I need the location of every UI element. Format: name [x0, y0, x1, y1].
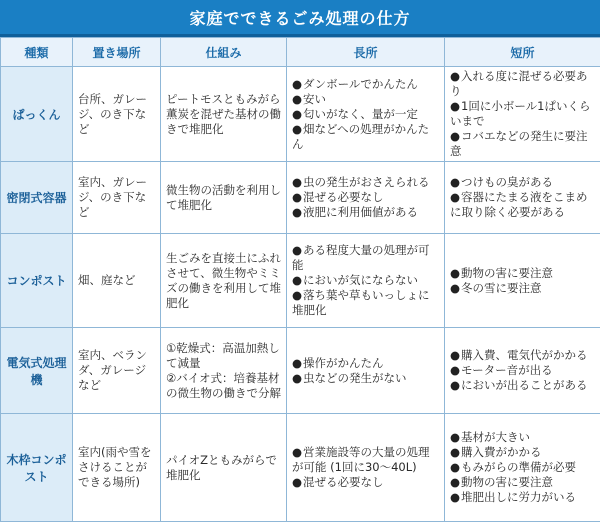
row-pros — [287, 162, 445, 234]
row-mechanism: ピートモスともみがら薫炭を混ぜた基材の働きで堆肥化 — [161, 67, 287, 162]
list-item: ●購入費がかかる — [450, 445, 595, 460]
list-item: ●においが気にならない — [292, 273, 439, 288]
row-place: 室内、ベランダ、ガレージなど — [73, 328, 161, 414]
header-type: 種類 — [1, 38, 73, 67]
row-type: 電気式処理機 — [1, 328, 73, 414]
header-mechanism: 仕組み — [161, 38, 287, 67]
list-item: ●コバエなどの発生に要注意 — [450, 129, 595, 159]
list-item: ●1回に小ボール1ぱいくらいまで — [450, 99, 595, 129]
row-pros — [287, 328, 445, 414]
list-item: ●液肥に利用価値がある — [292, 205, 439, 220]
header-place: 置き場所 — [73, 38, 161, 67]
table-row — [1, 328, 600, 414]
list-item: ●匂いがなく、量が一定 — [292, 107, 439, 122]
list-item: ●安い — [292, 92, 439, 107]
table-row — [1, 234, 600, 328]
row-cons — [445, 414, 600, 522]
list-item: ●もみがらの準備が必要 — [450, 460, 595, 475]
list-item: ●動物の害に要注意 — [450, 266, 595, 281]
table-row — [1, 67, 600, 162]
list-item: ●混ぜる必要なし — [292, 190, 439, 205]
mechanism-line: ②バイオ式：培養基材の微生物の働きで分解 — [166, 371, 281, 401]
mechanism-line: ①乾燥式：高温加熱して減量 — [166, 341, 281, 371]
header-pros: 長所 — [287, 38, 445, 67]
list-item: ●虫などの発生がない — [292, 371, 439, 386]
list-item: ●モーター音が出る — [450, 363, 595, 378]
row-place: 畑、庭など — [73, 234, 161, 328]
table-row — [1, 162, 600, 234]
list-item: ●購入費、電気代がかかる — [450, 348, 595, 363]
row-mechanism: 微生物の活動を利用して堆肥化 — [161, 162, 287, 234]
table-row — [1, 414, 600, 522]
list-item: ●冬の雪に要注意 — [450, 281, 595, 296]
row-type: ぱっくん — [1, 67, 73, 162]
row-place: 室内(雨や雪をさけることができる場所) — [73, 414, 161, 522]
row-pros — [287, 414, 445, 522]
list-item: ●営業施設等の大量の処理が可能 (1回に30〜40L) — [292, 445, 439, 475]
row-cons — [445, 67, 600, 162]
list-item: ●堆肥出しに労力がいる — [450, 490, 595, 505]
header-cons: 短所 — [445, 38, 600, 67]
list-item: ●虫の発生がおさえられる — [292, 175, 439, 190]
row-mechanism: パイオZともみがらで堆肥化 — [161, 414, 287, 522]
list-item: ●操作がかんたん — [292, 356, 439, 371]
row-cons — [445, 234, 600, 328]
list-item: ●入れる度に混ぜる必要あり — [450, 69, 595, 99]
list-item: ●基材が大きい — [450, 430, 595, 445]
row-type: 密閉式容器 — [1, 162, 73, 234]
row-cons — [445, 328, 600, 414]
disposal-methods-table — [0, 37, 600, 522]
list-item: ●ダンボールでかんたん — [292, 77, 439, 92]
row-pros — [287, 234, 445, 328]
list-item: ●においが出ることがある — [450, 378, 595, 393]
page-title: 家庭でできるごみ処理の仕方 — [0, 0, 600, 37]
list-item: ●ある程度大量の処理が可能 — [292, 243, 439, 273]
list-item: ●容器にたまる液をこまめに取り除く必要がある — [450, 190, 595, 220]
list-item: ●動物の害に要注意 — [450, 475, 595, 490]
list-item: ●畑などへの処理がかんたん — [292, 122, 439, 152]
row-type: 木枠コンポスト — [1, 414, 73, 522]
row-type: コンポスト — [1, 234, 73, 328]
row-place: 室内、ガレージ、のき下など — [73, 162, 161, 234]
row-pros — [287, 67, 445, 162]
row-cons — [445, 162, 600, 234]
list-item: ●落ち葉や草もいっしょに堆肥化 — [292, 288, 439, 318]
list-item: ●つけもの臭がある — [450, 175, 595, 190]
row-mechanism — [161, 328, 287, 414]
list-item: ●混ぜる必要なし — [292, 475, 439, 490]
header-row — [1, 38, 600, 67]
row-place: 台所、ガレージ、のき下など — [73, 67, 161, 162]
row-mechanism: 生ごみを直接土にふれさせて、微生物やミミズの働きを利用して堆肥化 — [161, 234, 287, 328]
